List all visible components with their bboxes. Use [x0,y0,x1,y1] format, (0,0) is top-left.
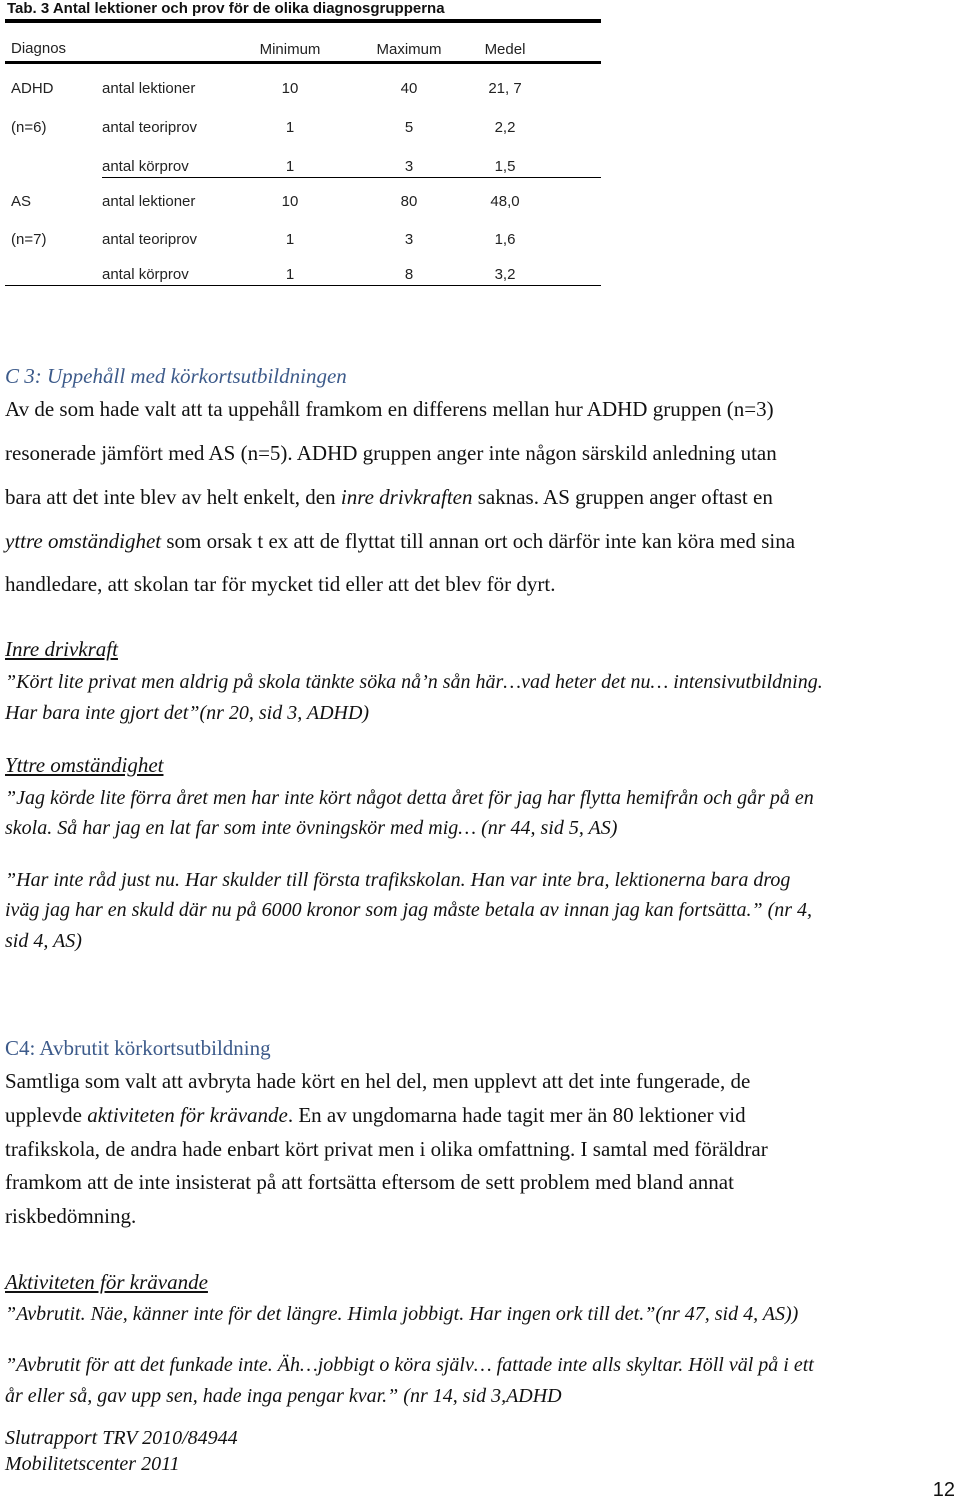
row-label: antal körprov [102,158,189,175]
group-n-adhd: (n=6) [11,119,47,136]
row-min: 10 [281,193,299,210]
text-span: . En av ungdomarna hade tagit mer än 80 lektioner vid [287,1103,746,1127]
paragraph-line [5,485,773,510]
paragraph-line: resonerade jämfört med AS (n=5). ADHD gruppen anger inte någon särskild anledning utan [5,441,777,465]
quote-line: ”Kört lite privat men aldrig på skola tänkte söka nå’n sån här…vad heter det nu… intensivutbildning. [5,671,823,693]
quote-line: Har bara inte gjort det”(nr 20, sid 3, ADHD) [5,702,370,724]
group-name-as: AS [11,193,32,210]
row-min: 1 [285,231,295,248]
header-diagnos: Diagnos [11,40,67,57]
row-mean: 21, 7 [488,80,522,97]
page-number: 12 [932,1479,955,1501]
row-label: antal körprov [102,266,189,283]
text-span: bara att det inte blev av helt enkelt, den [5,485,341,509]
row-max: 3 [404,158,414,175]
table-bottom-rule [5,285,601,286]
quote-line: ”Avbrutit för att det funkade inte. Äh…jobbigt o köra själv… fattade inte alls skyltar. Höll väl på i ett [5,1354,814,1376]
paragraph-line: trafikskola, de andra hade enbart kört privat men i olika omfattning. I samtal med föräldrar [5,1137,768,1161]
group-name-adhd: ADHD [11,80,54,97]
row-max: 80 [400,193,418,210]
quote-line: år eller så, gav upp sen, hade inga pengar kvar.” (nr 14, sid 3,ADHD [5,1385,562,1407]
row-label: antal teoriprov [102,119,198,136]
footer-report-id: Slutrapport TRV 2010/84944 [5,1427,238,1449]
row-mean: 1,5 [494,158,516,175]
row-label: antal lektioner [102,193,196,210]
emphasis-yttre-omstandighet: yttre omständighet [5,529,162,553]
row-label: antal teoriprov [102,231,198,248]
group-rule [102,177,601,178]
row-max: 5 [404,119,414,136]
table-caption: Tab. 3 Antal lektioner och prov för de olika diagnosgrupperna [7,0,445,17]
row-max: 40 [400,80,418,97]
paragraph-line: riskbedömning. [5,1204,137,1228]
row-min: 1 [285,119,295,136]
quote-line: ”Har inte råd just nu. Har skulder till första trafikskolan. Han var inte bra, lektionerna bara drog [5,869,791,891]
paragraph-line [5,529,795,554]
row-label: antal lektioner [102,80,196,97]
paragraph-line: framkom att de inte insisterat på att fortsätta eftersom de sett problem med bland annat [5,1170,734,1194]
row-min: 10 [281,80,299,97]
section-heading-c3: C 3: Uppehåll med körkortsutbildningen [5,364,347,388]
subheading-yttre-omstandighet: Yttre omständighet [5,753,164,777]
paragraph-line: handledare, att skolan tar för mycket tid eller att det blev för dyrt. [5,572,556,596]
subheading-aktiviteten: Aktiviteten för krävande [5,1270,208,1294]
quote-line: sid 4, AS) [5,930,82,952]
group-n-as: (n=7) [11,231,47,248]
paragraph-line: Samtliga som valt att avbryta hade kört en hel del, men upplevt att det inte fungerade, de [5,1069,751,1093]
text-span: saknas. AS gruppen anger oftast en [472,485,773,509]
text-span: som orsak t ex att de flyttat till annan ort och därför inte kan köra med sina [161,529,796,553]
emphasis-inre-drivkraften: inre drivkraften [340,485,473,509]
paragraph-line [5,1103,746,1128]
paragraph-line: Av de som hade valt att ta uppehåll framkom en differens mellan hur ADHD gruppen (n=3) [5,397,774,421]
quote-line: ”Avbrutit. Näe, känner inte för det längre. Himla jobbigt. Har ingen ork till det.”(nr 47, sid 4, AS)) [5,1303,799,1325]
section-heading-c4: C4: Avbrutit körkortsutbildning [5,1036,271,1060]
row-mean: 48,0 [490,193,520,210]
quote-line: skola. Så har jag en lat far som inte övningskör med mig… (nr 44, sid 5, AS) [5,817,618,839]
row-min: 1 [285,158,295,175]
row-mean: 3,2 [494,266,516,283]
emphasis-aktiviteten: aktiviteten för krävande [87,1103,288,1127]
text-span: upplevde [5,1103,88,1127]
header-medel: Medel [484,41,526,58]
row-min: 1 [285,266,295,283]
quote-line: ”Jag körde lite förra året men har inte kört något detta året för jag har flytta hemifrån och går på en [5,787,814,809]
row-mean: 2,2 [494,119,516,136]
row-max: 8 [404,266,414,283]
row-max: 3 [404,231,414,248]
table-top-rule-thin [5,22,601,23]
header-minimum: Minimum [259,41,321,58]
quote-line: iväg jag har en skuld där nu på 6000 kronor som jag måste betala av innan jag kan fortsätta.” (nr 4, [5,899,813,921]
subheading-inre-drivkraft: Inre drivkraft [5,637,118,661]
header-rule [5,61,601,64]
row-mean: 1,6 [494,231,516,248]
header-maximum: Maximum [376,41,442,58]
footer-organization: Mobilitetscenter 2011 [5,1453,180,1475]
